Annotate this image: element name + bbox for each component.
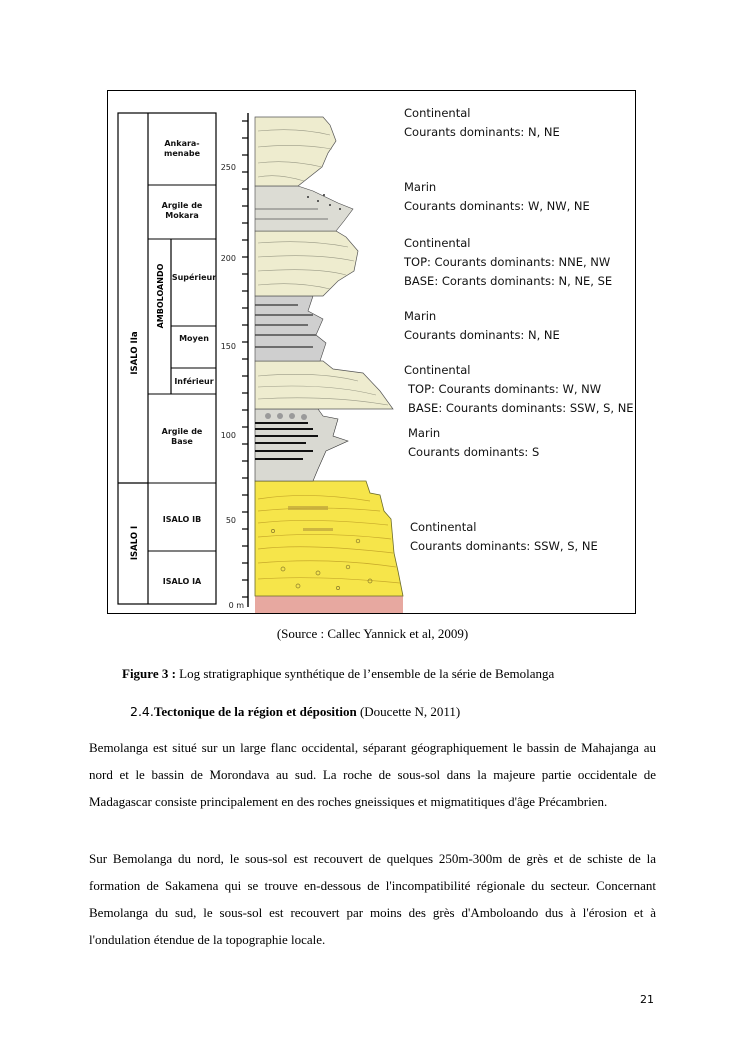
page-number: 21 — [640, 993, 654, 1006]
annotation-environment: Continental — [410, 520, 477, 534]
annotation-group-1 — [404, 104, 560, 142]
annotation-environment: Continental — [404, 106, 471, 120]
annotation-environment: Continental — [404, 236, 471, 250]
group-isalo-i: ISALO I — [130, 525, 140, 561]
scale-label-100: 100 — [220, 431, 236, 440]
paragraph-2: Sur Bemolanga du nord, le sous-sol est recouvert de quelques 250m-300m de grès et de schiste de la formation de Sakamena qui se trouve en-dessous de l'incompatibilité régionale du secteur. Concernant Bemolanga du sud, le sous-sol est recouvert par moins des grès d'Amboloando dus à l'érosion et à l'ondulation étendue de la topographie locale. — [89, 851, 656, 947]
annotation-currents-top: TOP: Courants dominants: W, NW — [408, 382, 602, 396]
scale-label-50: 50 — [225, 516, 236, 525]
annotation-currents: Courants dominants: N, NE — [404, 328, 560, 342]
formation-moyen: Moyen — [179, 334, 209, 343]
isalo-i-sandstone — [255, 481, 403, 596]
scale-label-150: 150 — [220, 342, 236, 351]
figure-source: (Source : Callec Yannick et al, 2009) — [276, 626, 469, 641]
annotation-group-5 — [404, 361, 634, 418]
formation-argile-base-1: Argile de — [161, 427, 203, 436]
formation-superieur: Supérieur — [171, 273, 217, 282]
caption-text: Log stratigraphique synthétique de l’ensemble de la série de Bemolanga — [175, 666, 555, 681]
annotation-currents: Courants dominants: SSW, S, NE — [410, 539, 598, 553]
formation-ankara-1: Ankara- — [164, 139, 200, 148]
formation-ankara-2: menabe — [163, 149, 201, 158]
annotation-group-6 — [408, 424, 539, 462]
depth-ticks — [242, 121, 248, 597]
formation-inferieur: Inférieur — [174, 377, 214, 386]
lithology-column — [255, 117, 403, 613]
scale-label-0: 0 m — [228, 601, 244, 610]
annotation-environment: Marin — [404, 309, 437, 323]
stratigraphic-figure — [107, 90, 636, 614]
caption-label: Figure 3 : — [122, 666, 176, 681]
scale-label-200: 200 — [220, 254, 236, 263]
section-number: 2.4. — [130, 704, 154, 719]
annotation-group-3 — [404, 234, 612, 291]
annotation-currents: Courants dominants: N, NE — [404, 125, 560, 139]
figure-caption — [122, 666, 554, 682]
annotation-currents: Courants dominants: S — [408, 445, 540, 459]
section-title: Tectonique de la région et déposition — [153, 704, 357, 719]
annotation-currents: Courants dominants: W, NW, NE — [404, 199, 590, 213]
annotation-environment: Continental — [404, 363, 471, 377]
formation-mokara-1: Argile de — [161, 201, 203, 210]
annotation-group-7 — [410, 518, 598, 556]
annotation-currents-base: BASE: Corants dominants: N, NE, SE — [404, 274, 613, 288]
group-isalo-iia: ISALO IIa — [130, 331, 140, 375]
group-amboloando: AMBOLOANDO — [156, 263, 165, 329]
annotation-currents-base: BASE: Courants dominants: SSW, S, NE — [408, 401, 634, 415]
formation-mokara-2: Mokara — [165, 211, 199, 220]
formation-argile-base-2: Base — [171, 437, 193, 446]
formation-isalo-ib: ISALO IB — [162, 515, 202, 524]
section-heading — [130, 704, 460, 720]
formation-isalo-ia: ISALO IA — [162, 577, 202, 586]
annotation-currents-top: TOP: Courants dominants: NNE, NW — [404, 255, 611, 269]
scale-label-250: 250 — [220, 163, 236, 172]
annotation-group-2 — [404, 178, 590, 216]
basement-layer — [255, 596, 403, 613]
section-reference: (Doucette N, 2011) — [356, 704, 461, 719]
annotation-environment: Marin — [404, 180, 437, 194]
annotation-group-4 — [404, 307, 560, 345]
annotation-environment: Marin — [408, 426, 441, 440]
paragraph-1: Bemolanga est situé sur un large flanc occidental, séparant géographiquement le bassin de Mahajanga au nord et le bassin de Morondava au sud. La roche de sous-sol dans la majeure partie occidentale de Madagascar consiste principalement en des roches gneissiques et migmatitiques d'âge Précambrien. — [89, 740, 656, 809]
